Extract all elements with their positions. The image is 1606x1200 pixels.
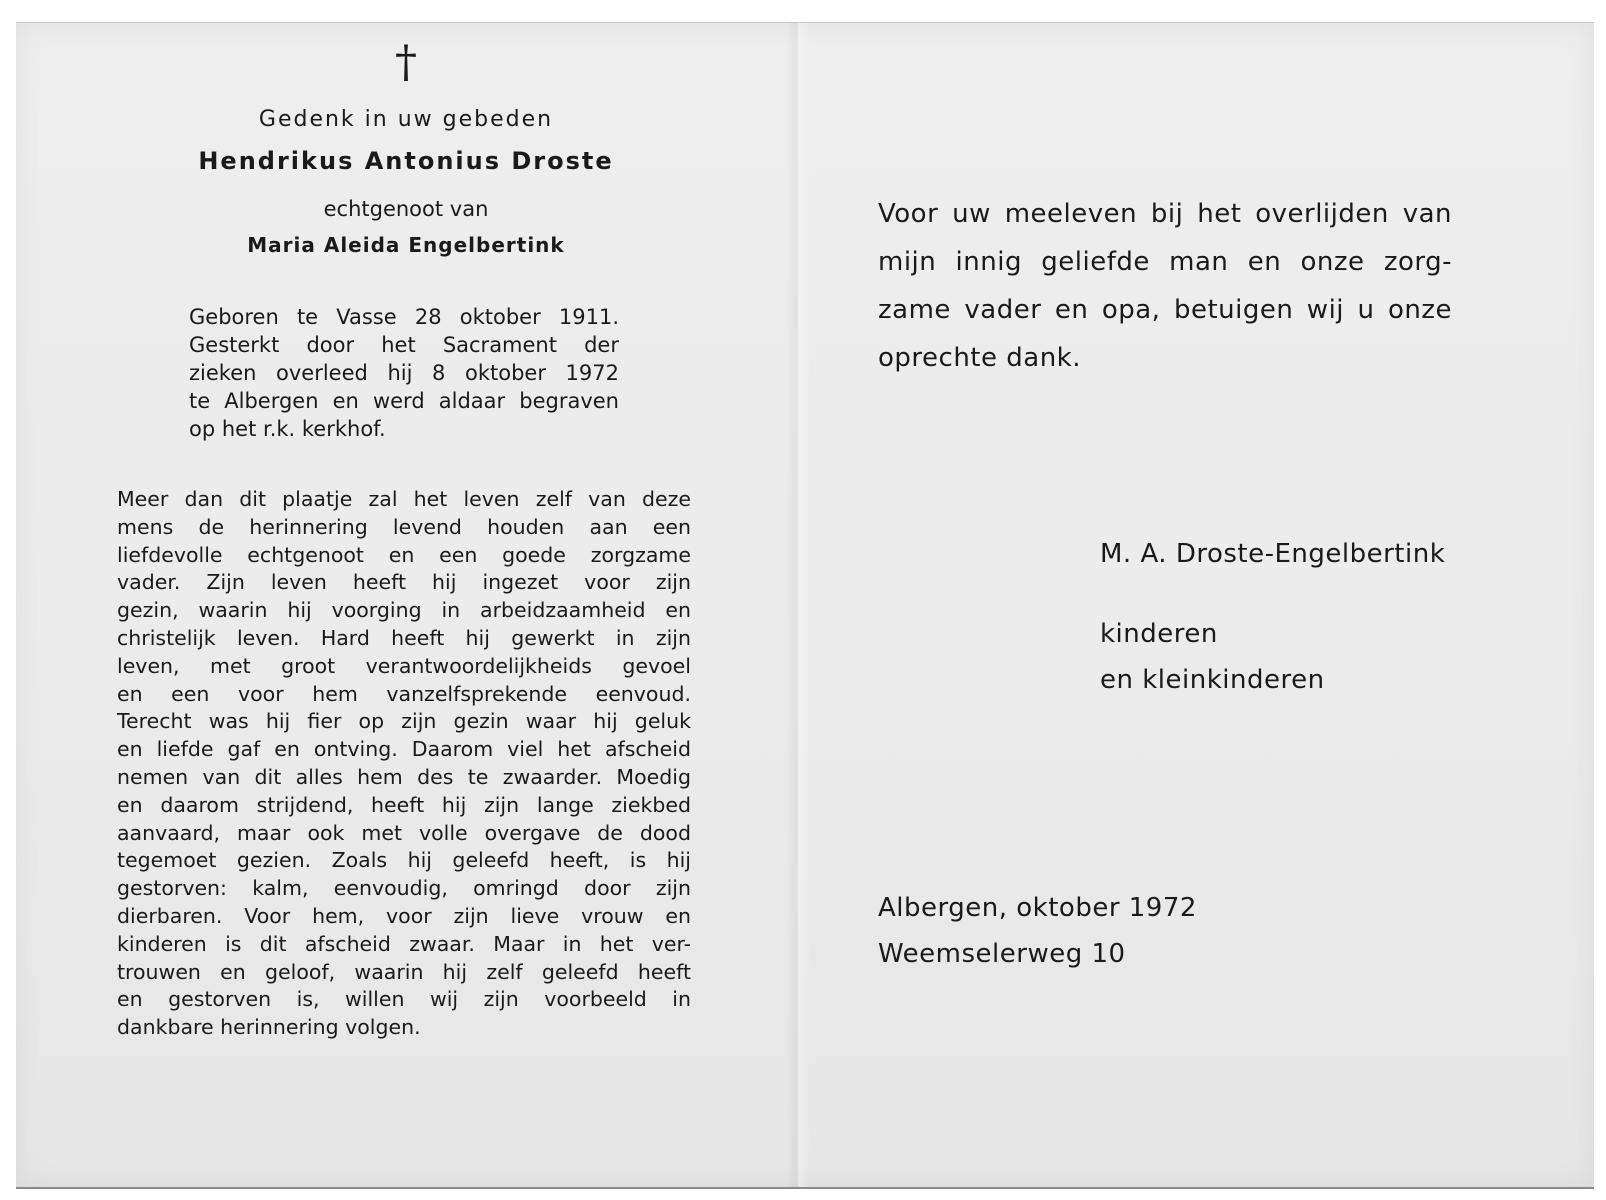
memoir-text <box>117 486 691 1042</box>
memoir-line: en daarom strijdend, heeft hij zijn lange ziekbed <box>117 792 691 817</box>
thanks-text <box>878 190 1452 382</box>
thanks-line: oprechte dank. <box>878 343 1081 373</box>
memoir-line: leven, met groot verantwoordelijkheids gevoel <box>117 653 691 678</box>
card-fold <box>786 23 810 1187</box>
signer-name: M. A. Droste-Engelbertink <box>1100 539 1446 569</box>
memoir-line: aanvaard, maar ook met volle overgave de dood <box>117 820 691 845</box>
memoir-line: gestorven: kalm, eenvoudig, omringd door zijn <box>117 876 691 901</box>
memoir-line: christelijk leven. Hard heeft hij gewerkt in zijn <box>117 625 691 650</box>
spouse-name: Maria Aleida Engelbertink <box>247 233 565 257</box>
memoir-line: gezin, waarin hij voorging in arbeidzaamheid en <box>117 598 691 623</box>
right-panel <box>810 23 1594 1187</box>
memoir-line: nemen van dit alles hem des te zwaarder. Moedig <box>117 764 691 789</box>
family-list <box>1100 611 1325 703</box>
address: Weemselerweg 10 <box>878 939 1126 969</box>
intro-text: Gedenk in uw gebeden <box>258 107 554 132</box>
thanks-line: Voor uw meeleven bij het overlijden van <box>878 199 1452 229</box>
biography <box>189 303 619 443</box>
place-block <box>878 885 1197 977</box>
memoir-line: dankbare herinnering volgen. <box>117 1015 421 1040</box>
memoir-line: trouwen en geloof, waarin hij zelf geleefd heeft <box>117 959 691 984</box>
memoir-line: tegemoet gezien. Zoals hij geleefd heeft, is hij <box>117 848 691 873</box>
memoir-line: Terecht was hij fier op zijn gezin waar hij geluk <box>117 709 691 734</box>
bio-line: zieken overleed hij 8 oktober 1972 <box>189 361 619 385</box>
memoir-line: mens de herinnering levend houden aan een <box>117 514 691 539</box>
memoir-line: en gestorven is, willen wij zijn voorbeeld in <box>117 987 691 1012</box>
memoir-line: vader. Zijn leven heeft hij ingezet voor zijn <box>117 570 691 595</box>
family-line: kinderen <box>1100 619 1218 649</box>
thanks-line: zame vader en opa, betuigen wij u onze <box>878 295 1452 325</box>
place-date: Albergen, oktober 1972 <box>878 893 1197 923</box>
bio-line: Geboren te Vasse 28 oktober 1911. <box>189 305 619 329</box>
bio-line: op het r.k. kerkhof. <box>189 417 386 441</box>
memorial-card <box>16 22 1594 1189</box>
spouse-label: echtgenoot van <box>323 197 489 221</box>
memoir-line: dierbaren. Voor hem, voor zijn lieve vrouw en <box>117 903 691 928</box>
family-line: en kleinkinderen <box>1100 665 1325 695</box>
memoir-line: Meer dan dit plaatje zal het leven zelf van deze <box>117 487 691 511</box>
memoir-line: en een voor hem vanzelfsprekende eenvoud. <box>117 681 691 706</box>
memoir-line: kinderen is dit afscheid zwaar. Maar in het ver- <box>117 931 691 956</box>
deceased-name: Hendrikus Antonius Droste <box>198 147 614 175</box>
memoir-line: en liefde gaf en ontving. Daarom viel het afscheid <box>117 737 691 762</box>
bio-line: Gesterkt door het Sacrament der <box>189 333 619 357</box>
bio-line: te Albergen en werd aldaar begraven <box>189 389 619 413</box>
left-panel <box>16 23 786 1187</box>
cross-icon: † <box>395 37 417 88</box>
memoir-line: liefdevolle echtgenoot en een goede zorgzame <box>117 542 691 567</box>
thanks-line: mijn innig geliefde man en onze zorg- <box>878 247 1452 277</box>
